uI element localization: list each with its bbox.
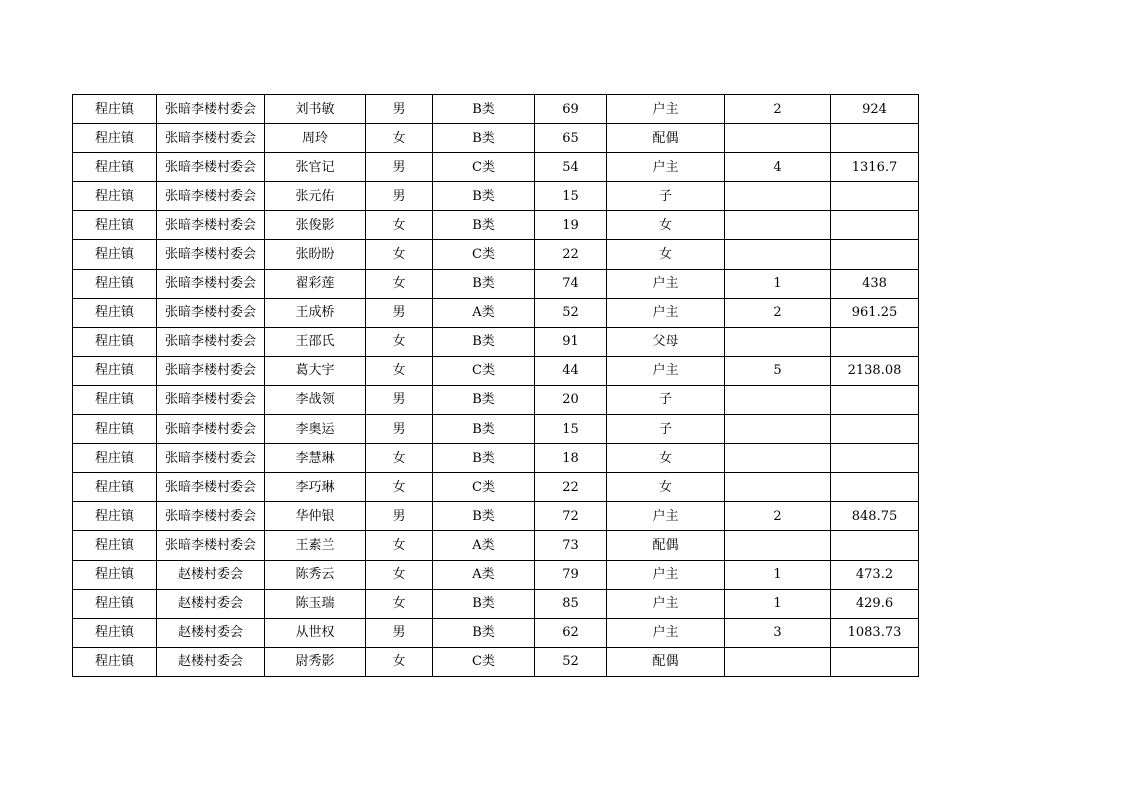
category-cell: C类 xyxy=(433,356,535,385)
relation-cell: 户主 xyxy=(607,153,725,182)
table-row xyxy=(73,240,919,269)
amount-cell xyxy=(831,444,919,473)
age-cell: 20 xyxy=(535,385,607,414)
town-cell: 程庄镇 xyxy=(73,153,157,182)
age-cell: 65 xyxy=(535,124,607,153)
gender-cell: 女 xyxy=(366,531,433,560)
village-committee-cell: 张暗李楼村委会 xyxy=(157,502,265,531)
age-cell: 74 xyxy=(535,269,607,298)
household-size-cell xyxy=(725,211,831,240)
amount-cell: 924 xyxy=(831,95,919,124)
village-committee-cell: 张暗李楼村委会 xyxy=(157,385,265,414)
relation-cell: 父母 xyxy=(607,327,725,356)
village-committee-cell: 张暗李楼村委会 xyxy=(157,153,265,182)
relation-cell: 女 xyxy=(607,211,725,240)
category-cell: B类 xyxy=(433,211,535,240)
town-cell: 程庄镇 xyxy=(73,327,157,356)
name-cell: 李巧琳 xyxy=(265,473,366,502)
gender-cell: 男 xyxy=(366,502,433,531)
town-cell: 程庄镇 xyxy=(73,240,157,269)
name-cell: 李奥运 xyxy=(265,415,366,444)
household-size-cell: 1 xyxy=(725,560,831,589)
category-cell: B类 xyxy=(433,124,535,153)
household-size-cell xyxy=(725,182,831,211)
gender-cell: 女 xyxy=(366,589,433,618)
household-size-cell xyxy=(725,385,831,414)
village-committee-cell: 张暗李楼村委会 xyxy=(157,298,265,327)
amount-cell xyxy=(831,124,919,153)
table-row xyxy=(73,618,919,647)
amount-cell xyxy=(831,531,919,560)
data-table xyxy=(72,94,919,677)
amount-cell: 473.2 xyxy=(831,560,919,589)
table-row xyxy=(73,647,919,676)
table-row xyxy=(73,356,919,385)
village-committee-cell: 张暗李楼村委会 xyxy=(157,211,265,240)
relation-cell: 户主 xyxy=(607,560,725,589)
gender-cell: 男 xyxy=(366,618,433,647)
category-cell: C类 xyxy=(433,647,535,676)
category-cell: B类 xyxy=(433,502,535,531)
town-cell: 程庄镇 xyxy=(73,356,157,385)
village-committee-cell: 张暗李楼村委会 xyxy=(157,182,265,211)
amount-cell xyxy=(831,385,919,414)
gender-cell: 女 xyxy=(366,269,433,298)
gender-cell: 女 xyxy=(366,647,433,676)
village-committee-cell: 张暗李楼村委会 xyxy=(157,444,265,473)
gender-cell: 男 xyxy=(366,415,433,444)
table-row xyxy=(73,473,919,502)
age-cell: 79 xyxy=(535,560,607,589)
relation-cell: 户主 xyxy=(607,589,725,618)
gender-cell: 女 xyxy=(366,473,433,502)
table-row xyxy=(73,327,919,356)
town-cell: 程庄镇 xyxy=(73,647,157,676)
age-cell: 62 xyxy=(535,618,607,647)
village-committee-cell: 张暗李楼村委会 xyxy=(157,327,265,356)
household-size-cell: 2 xyxy=(725,298,831,327)
category-cell: A类 xyxy=(433,531,535,560)
amount-cell xyxy=(831,240,919,269)
relation-cell: 户主 xyxy=(607,95,725,124)
relation-cell: 户主 xyxy=(607,356,725,385)
household-size-cell: 3 xyxy=(725,618,831,647)
relation-cell: 女 xyxy=(607,444,725,473)
name-cell: 张盼盼 xyxy=(265,240,366,269)
village-committee-cell: 张暗李楼村委会 xyxy=(157,531,265,560)
name-cell: 张元佑 xyxy=(265,182,366,211)
village-committee-cell: 赵楼村委会 xyxy=(157,618,265,647)
town-cell: 程庄镇 xyxy=(73,211,157,240)
village-committee-cell: 张暗李楼村委会 xyxy=(157,240,265,269)
gender-cell: 男 xyxy=(366,385,433,414)
household-size-cell xyxy=(725,531,831,560)
gender-cell: 女 xyxy=(366,240,433,269)
gender-cell: 女 xyxy=(366,124,433,153)
household-size-cell xyxy=(725,647,831,676)
age-cell: 73 xyxy=(535,531,607,560)
gender-cell: 女 xyxy=(366,356,433,385)
amount-cell xyxy=(831,182,919,211)
household-size-cell: 5 xyxy=(725,356,831,385)
category-cell: C类 xyxy=(433,473,535,502)
name-cell: 周玲 xyxy=(265,124,366,153)
name-cell: 翟彩莲 xyxy=(265,269,366,298)
town-cell: 程庄镇 xyxy=(73,182,157,211)
table-row xyxy=(73,153,919,182)
relation-cell: 女 xyxy=(607,473,725,502)
age-cell: 22 xyxy=(535,240,607,269)
category-cell: B类 xyxy=(433,95,535,124)
household-size-cell xyxy=(725,124,831,153)
table-row xyxy=(73,531,919,560)
gender-cell: 女 xyxy=(366,327,433,356)
category-cell: B类 xyxy=(433,444,535,473)
town-cell: 程庄镇 xyxy=(73,385,157,414)
amount-cell xyxy=(831,647,919,676)
household-size-cell xyxy=(725,444,831,473)
name-cell: 陈玉瑞 xyxy=(265,589,366,618)
village-committee-cell: 张暗李楼村委会 xyxy=(157,356,265,385)
relation-cell: 户主 xyxy=(607,618,725,647)
name-cell: 王邵氏 xyxy=(265,327,366,356)
gender-cell: 女 xyxy=(366,211,433,240)
name-cell: 刘书敏 xyxy=(265,95,366,124)
name-cell: 葛大宇 xyxy=(265,356,366,385)
name-cell: 陈秀云 xyxy=(265,560,366,589)
relation-cell: 子 xyxy=(607,385,725,414)
village-committee-cell: 张暗李楼村委会 xyxy=(157,95,265,124)
category-cell: B类 xyxy=(433,385,535,414)
town-cell: 程庄镇 xyxy=(73,502,157,531)
name-cell: 尉秀影 xyxy=(265,647,366,676)
gender-cell: 女 xyxy=(366,444,433,473)
household-size-cell: 2 xyxy=(725,502,831,531)
relation-cell: 子 xyxy=(607,182,725,211)
gender-cell: 男 xyxy=(366,153,433,182)
village-committee-cell: 张暗李楼村委会 xyxy=(157,124,265,153)
table-row xyxy=(73,211,919,240)
amount-cell: 1083.73 xyxy=(831,618,919,647)
town-cell: 程庄镇 xyxy=(73,444,157,473)
table-row xyxy=(73,589,919,618)
household-size-cell xyxy=(725,415,831,444)
table-row xyxy=(73,560,919,589)
category-cell: B类 xyxy=(433,618,535,647)
relation-cell: 女 xyxy=(607,240,725,269)
gender-cell: 男 xyxy=(366,298,433,327)
town-cell: 程庄镇 xyxy=(73,560,157,589)
table-row xyxy=(73,182,919,211)
relation-cell: 户主 xyxy=(607,502,725,531)
category-cell: A类 xyxy=(433,560,535,589)
age-cell: 52 xyxy=(535,647,607,676)
name-cell: 李战领 xyxy=(265,385,366,414)
household-size-cell: 1 xyxy=(725,589,831,618)
category-cell: A类 xyxy=(433,298,535,327)
age-cell: 52 xyxy=(535,298,607,327)
amount-cell xyxy=(831,473,919,502)
village-committee-cell: 赵楼村委会 xyxy=(157,589,265,618)
table-body xyxy=(73,95,919,677)
category-cell: B类 xyxy=(433,589,535,618)
amount-cell xyxy=(831,415,919,444)
village-committee-cell: 赵楼村委会 xyxy=(157,647,265,676)
amount-cell: 2138.08 xyxy=(831,356,919,385)
household-size-cell: 1 xyxy=(725,269,831,298)
village-committee-cell: 张暗李楼村委会 xyxy=(157,473,265,502)
age-cell: 54 xyxy=(535,153,607,182)
village-committee-cell: 张暗李楼村委会 xyxy=(157,415,265,444)
town-cell: 程庄镇 xyxy=(73,473,157,502)
category-cell: B类 xyxy=(433,269,535,298)
relation-cell: 配偶 xyxy=(607,647,725,676)
household-size-cell xyxy=(725,327,831,356)
age-cell: 69 xyxy=(535,95,607,124)
age-cell: 19 xyxy=(535,211,607,240)
gender-cell: 男 xyxy=(366,95,433,124)
household-size-cell xyxy=(725,240,831,269)
name-cell: 华仲银 xyxy=(265,502,366,531)
table-row xyxy=(73,298,919,327)
amount-cell: 961.25 xyxy=(831,298,919,327)
relation-cell: 配偶 xyxy=(607,531,725,560)
relation-cell: 配偶 xyxy=(607,124,725,153)
gender-cell: 女 xyxy=(366,560,433,589)
town-cell: 程庄镇 xyxy=(73,95,157,124)
household-size-cell xyxy=(725,473,831,502)
table-row xyxy=(73,269,919,298)
table-row xyxy=(73,502,919,531)
village-committee-cell: 张暗李楼村委会 xyxy=(157,269,265,298)
gender-cell: 男 xyxy=(366,182,433,211)
town-cell: 程庄镇 xyxy=(73,124,157,153)
town-cell: 程庄镇 xyxy=(73,531,157,560)
town-cell: 程庄镇 xyxy=(73,589,157,618)
amount-cell: 429.6 xyxy=(831,589,919,618)
amount-cell: 848.75 xyxy=(831,502,919,531)
age-cell: 18 xyxy=(535,444,607,473)
town-cell: 程庄镇 xyxy=(73,415,157,444)
town-cell: 程庄镇 xyxy=(73,618,157,647)
category-cell: C类 xyxy=(433,240,535,269)
table-row xyxy=(73,385,919,414)
category-cell: B类 xyxy=(433,415,535,444)
table-row xyxy=(73,415,919,444)
table-row xyxy=(73,95,919,124)
relation-cell: 户主 xyxy=(607,269,725,298)
age-cell: 91 xyxy=(535,327,607,356)
category-cell: B类 xyxy=(433,327,535,356)
name-cell: 李慧琳 xyxy=(265,444,366,473)
amount-cell xyxy=(831,211,919,240)
relation-cell: 子 xyxy=(607,415,725,444)
name-cell: 张官记 xyxy=(265,153,366,182)
town-cell: 程庄镇 xyxy=(73,298,157,327)
age-cell: 15 xyxy=(535,182,607,211)
household-size-cell: 4 xyxy=(725,153,831,182)
table-row xyxy=(73,124,919,153)
category-cell: B类 xyxy=(433,182,535,211)
relation-cell: 户主 xyxy=(607,298,725,327)
name-cell: 王素兰 xyxy=(265,531,366,560)
town-cell: 程庄镇 xyxy=(73,269,157,298)
amount-cell xyxy=(831,327,919,356)
category-cell: C类 xyxy=(433,153,535,182)
age-cell: 15 xyxy=(535,415,607,444)
age-cell: 72 xyxy=(535,502,607,531)
household-size-cell: 2 xyxy=(725,95,831,124)
table-row xyxy=(73,444,919,473)
village-committee-cell: 赵楼村委会 xyxy=(157,560,265,589)
age-cell: 44 xyxy=(535,356,607,385)
name-cell: 从世权 xyxy=(265,618,366,647)
name-cell: 张俊影 xyxy=(265,211,366,240)
amount-cell: 438 xyxy=(831,269,919,298)
name-cell: 王成桥 xyxy=(265,298,366,327)
age-cell: 22 xyxy=(535,473,607,502)
age-cell: 85 xyxy=(535,589,607,618)
amount-cell: 1316.7 xyxy=(831,153,919,182)
